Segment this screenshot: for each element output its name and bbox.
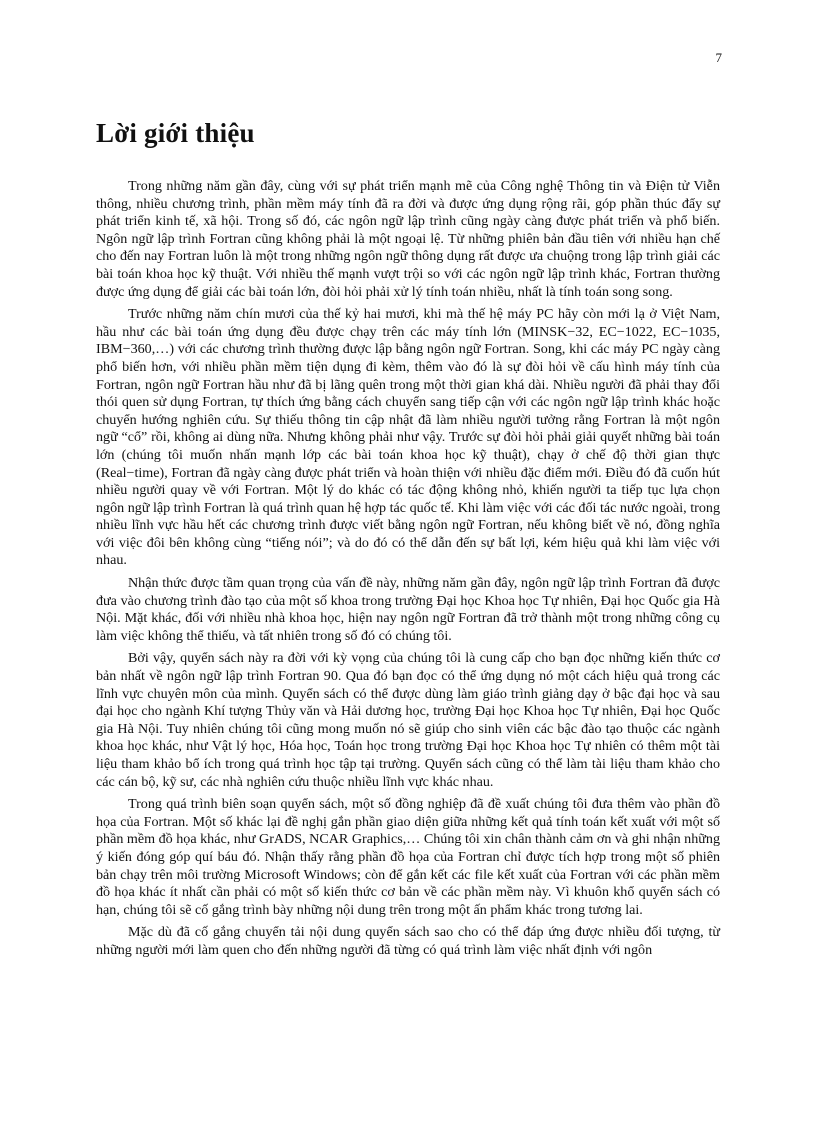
body-text	[96, 178, 720, 965]
paragraph-2: Trước những năm chín mươi của thế kỷ hai mươi, khi mà thế hệ máy PC hãy còn mới lạ ở Việt Nam, hầu như các bài toán ứng dụng đều được chạy trên các máy tính lớn (MINSK−32, EC−1022, EC−1035, IBM−360,…) với các chương trình thường được lập bằng ngôn ngữ Fortran. Song, khi các máy PC ngày càng phổ biến hơn, với nhiều phần mềm tiện dụng đi kèm, thêm vào đó là sự đòi hỏi về cấu hình máy tính của Fortran, ngôn ngữ Fortran hầu như đã bị lãng quên trong một thời gian khá dài. Nhiều người đã phải thay đổi thói quen sử dụng Fortran, tự thích ứng bằng cách chuyển sang tiếp cận với các ngôn ngữ lập trình khác hoặc chuyển hướng nghiên cứu. Sự thiếu thông tin cập nhật đã làm nhiều người tưởng rằng Fortran là một ngôn ngữ “cổ” rồi, không ai dùng nữa. Nhưng không phải như vậy. Trước sự đòi hỏi phải giải quyết những bài toán lớn (chúng tôi muốn nhấn mạnh lớp các bài toán khoa học kỹ thuật), chạy ở chế độ thời gian thực (Real−time), Fortran đã ngày càng được phát triển và hoàn thiện với nhiều đặc điểm mới. Điều đó đã cuốn hút nhiều người quay về với Fortran. Một lý do khác có tác động không nhỏ, khiến người ta tiếp tục lựa chọn ngôn ngữ lập trình Fortran là quá trình quan hệ hợp tác quốc tế. Khi làm việc với các đối tác nước ngoài, trong nhiều lĩnh vực hầu hết các chương trình được viết bằng ngôn ngữ Fortran, nếu không biết về nó, đồng nghĩa với việc đôi bên không cùng “tiếng nói”; và do đó có thể dẫn đến sự bất lợi, kém hiệu quả khi làm việc với nhau.	[96, 306, 720, 569]
paragraph-1: Trong những năm gần đây, cùng với sự phát triển mạnh mẽ của Công nghệ Thông tin và Điện tử Viễn thông, nhiều chương trình, phần mềm máy tính đã ra đời và được ứng dụng rộng rãi, góp phần thúc đẩy sự phát triển kinh tế, xã hội. Trong số đó, các ngôn ngữ lập trình cũng ngày càng được phát triển và phổ biến. Ngôn ngữ lập trình Fortran cũng không phải là một ngoại lệ. Từ những phiên bản đầu tiên với nhiều hạn chế cho đến nay Fortran luôn là một trong những ngôn ngữ thông dụng rất được ưa chuộng trong lập trình giải các bài toán khoa học kỹ thuật. Với nhiều thế mạnh vượt trội so với các ngôn ngữ lập trình khác, Fortran thường được ứng dụng để giải các bài toán lớn, đòi hỏi phải xử lý tính toán nhiều, nhất là tính toán song song.	[96, 178, 720, 300]
paragraph-4: Bởi vậy, quyển sách này ra đời với kỳ vọng của chúng tôi là cung cấp cho bạn đọc những kiến thức cơ bản nhất về ngôn ngữ lập trình Fortran 90. Qua đó bạn đọc có thể ứng dụng nó một cách hiệu quả trong các lĩnh vực chuyên môn của mình. Quyển sách có thể được dùng làm giáo trình giảng dạy ở bậc đại học và sau đại học cho ngành Khí tượng Thủy văn và Hải dương học, trường Đại học Khoa học Tự nhiên, Đại học Quốc gia Hà Nội. Tuy nhiên chúng tôi cũng mong muốn nó sẽ giúp cho sinh viên các bậc đào tạo thuộc các ngành khoa học khác, như Vật lý học, Hóa học, Toán học trong trường Đại học Khoa học Tự nhiên có thêm một tài liệu tham khảo bổ ích trong quá trình học tập tại trường. Quyển sách cũng có thể làm tài liệu tham khảo cho các cán bộ, kỹ sư, các nhà nghiên cứu thuộc nhiều lĩnh vực khác nhau.	[96, 650, 720, 790]
paragraph-6: Mặc dù đã cố gắng chuyển tải nội dung quyển sách sao cho có thể đáp ứng được nhiều đối tượng, từ những người mới làm quen cho đến những người đã từng có quá trình làm việc nhất định với ngôn	[96, 924, 720, 958]
page-title: Lời giới thiệu	[96, 118, 255, 148]
paragraph-5: Trong quá trình biên soạn quyển sách, một số đồng nghiệp đã đề xuất chúng tôi đưa thêm vào phần đồ họa của Fortran. Một số khác lại đề nghị gắn phần giao diện giữa những kết quả tính toán kết xuất với một số phần mềm đồ họa khác, như GrADS, NCAR Graphics,… Chúng tôi xin chân thành cảm ơn và ghi nhận những ý kiến đóng góp quí báu đó. Nhận thấy rằng phần đồ họa của Fortran chỉ được tích hợp trong một số phiên bản chạy trên môi trường Microsoft Windows; còn để gắn kết các file kết xuất của Fortran với các phần mềm đồ họa khác ít nhất cần phải có một số kiến thức cơ bản về các phần mềm này. Vì khuôn khổ quyển sách có hạn, chúng tôi sẽ cố gắng trình bày những nội dung trên trong một ấn phẩm khác trong tương lai.	[96, 796, 720, 918]
page-number: 7	[715, 50, 722, 65]
paragraph-3: Nhận thức được tầm quan trọng của vấn đề này, những năm gần đây, ngôn ngữ lập trình Fortran đã được đưa vào chương trình đào tạo của một số khoa trong trường Đại học Khoa học Tự nhiên, Đại học Quốc gia Hà Nội. Mặt khác, đối với nhiều nhà khoa học, hiện nay ngôn ngữ Fortran đã trở thành một trong những công cụ làm việc không thể thiếu, và tất nhiên trong số đó có chúng tôi.	[96, 575, 720, 644]
